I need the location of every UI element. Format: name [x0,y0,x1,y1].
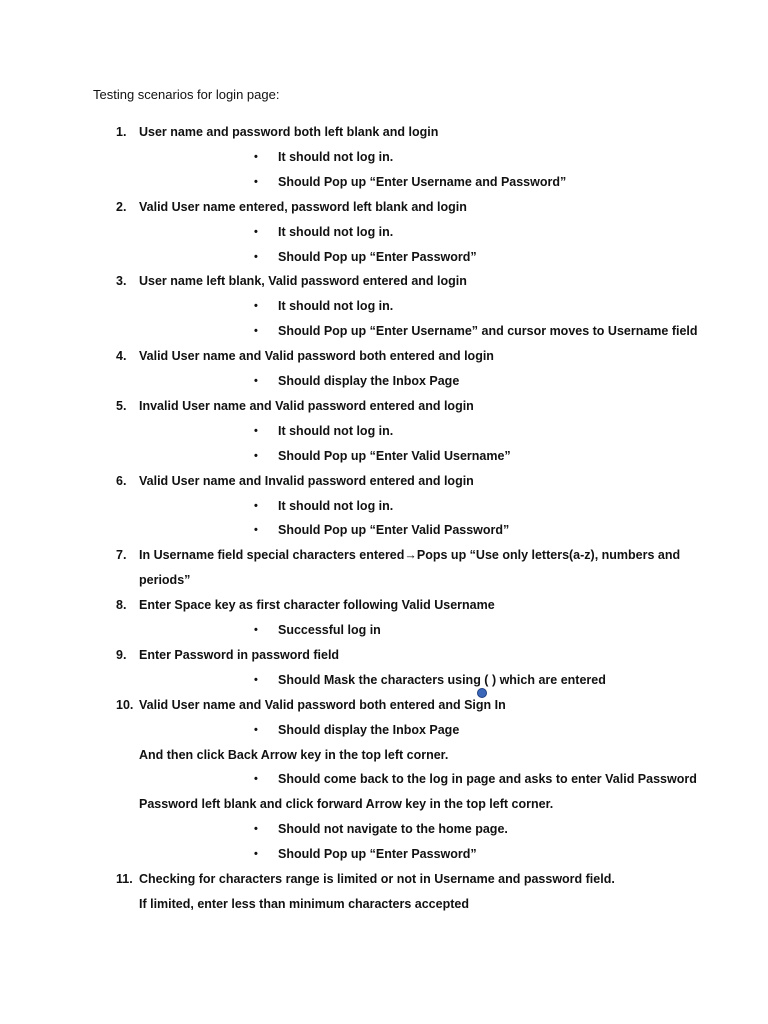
bullet-icon: • [254,450,258,462]
bullet-icon: • [254,425,258,437]
bullet-text: Should Pop up “Enter Username” and cursor moves to Username field [278,324,698,338]
continuation-text: Password left blank and click forward Arrow key in the top left corner. [139,797,554,811]
bullet-text: Successful log in [278,623,381,637]
bullet-text: It should not log in. [278,225,394,239]
bullet-text: Should Pop up “Enter Password” [278,250,477,264]
bullet-icon: • [254,251,258,263]
item-text: Enter Password in password field [139,648,340,662]
item-text: User name and password both left blank and login [139,125,439,139]
bullet-icon: • [254,823,258,835]
item-number: 4. [116,349,127,363]
bullet-text: Should Pop up “Enter Valid Username” [278,449,511,463]
item-text: Invalid User name and Valid password entered and login [139,399,474,413]
item-number: 9. [116,648,127,662]
bullet-text: It should not log in. [278,499,394,513]
item-number: 10. [116,698,134,712]
bullet-icon: • [254,674,258,686]
bullet-text: Should display the Inbox Page [278,374,460,388]
item-text: Valid User name and Valid password both entered and Sign In [139,698,506,712]
bullet-text: It should not log in. [278,424,394,438]
bullet-icon: • [254,848,258,860]
item-number: 1. [116,125,127,139]
bullet-icon: • [254,375,258,387]
bullet-icon: • [254,300,258,312]
bullet-text: Should not navigate to the home page. [278,822,508,836]
document-heading: Testing scenarios for login page: [93,87,280,102]
bullet-icon: • [254,325,258,337]
bullet-icon: • [254,151,258,163]
bullet-icon: • [254,773,258,785]
bullet-text: Should display the Inbox Page [278,723,460,737]
bullet-icon: • [254,500,258,512]
item-number: 5. [116,399,127,413]
item-number: 7. [116,548,127,562]
bullet-text: It should not log in. [278,299,394,313]
item-number: 11. [116,872,133,886]
cursor-dot-marker [477,688,487,698]
bullet-icon: • [254,226,258,238]
item-text: Valid User name and Invalid password entered and login [139,474,474,488]
bullet-icon: • [254,724,258,736]
item-text: User name left blank, Valid password entered and login [139,274,467,288]
bullet-icon: • [254,624,258,636]
bullet-text: Should Pop up “Enter Username and Password” [278,175,567,189]
item-text: Enter Space key as first character following Valid Username [139,598,495,612]
bullet-icon: • [254,524,258,536]
bullet-text: Should Pop up “Enter Valid Password” [278,523,510,537]
bullet-text: Should Mask the characters using ( ) which are entered [278,673,606,687]
continuation-text: If limited, enter less than minimum characters accepted [139,897,469,911]
item-number: 3. [116,274,127,288]
item-number: 6. [116,474,127,488]
item-text: Checking for characters range is limited or not in Username and password field. [139,872,615,886]
item-number: 2. [116,200,127,214]
item-number: 8. [116,598,127,612]
continuation-text: periods” [139,573,191,587]
item-text: Valid User name entered, password left blank and login [139,200,467,214]
bullet-text: Should Pop up “Enter Password” [278,847,477,861]
item-text: Valid User name and Valid password both entered and login [139,349,494,363]
continuation-text: And then click Back Arrow key in the top left corner. [139,748,449,762]
item-text: In Username field special characters entered→Pops up “Use only letters(a-z), numbers and [139,548,681,562]
bullet-text: It should not log in. [278,150,394,164]
bullet-text: Should come back to the log in page and asks to enter Valid Password [278,772,697,786]
bullet-icon: • [254,176,258,188]
